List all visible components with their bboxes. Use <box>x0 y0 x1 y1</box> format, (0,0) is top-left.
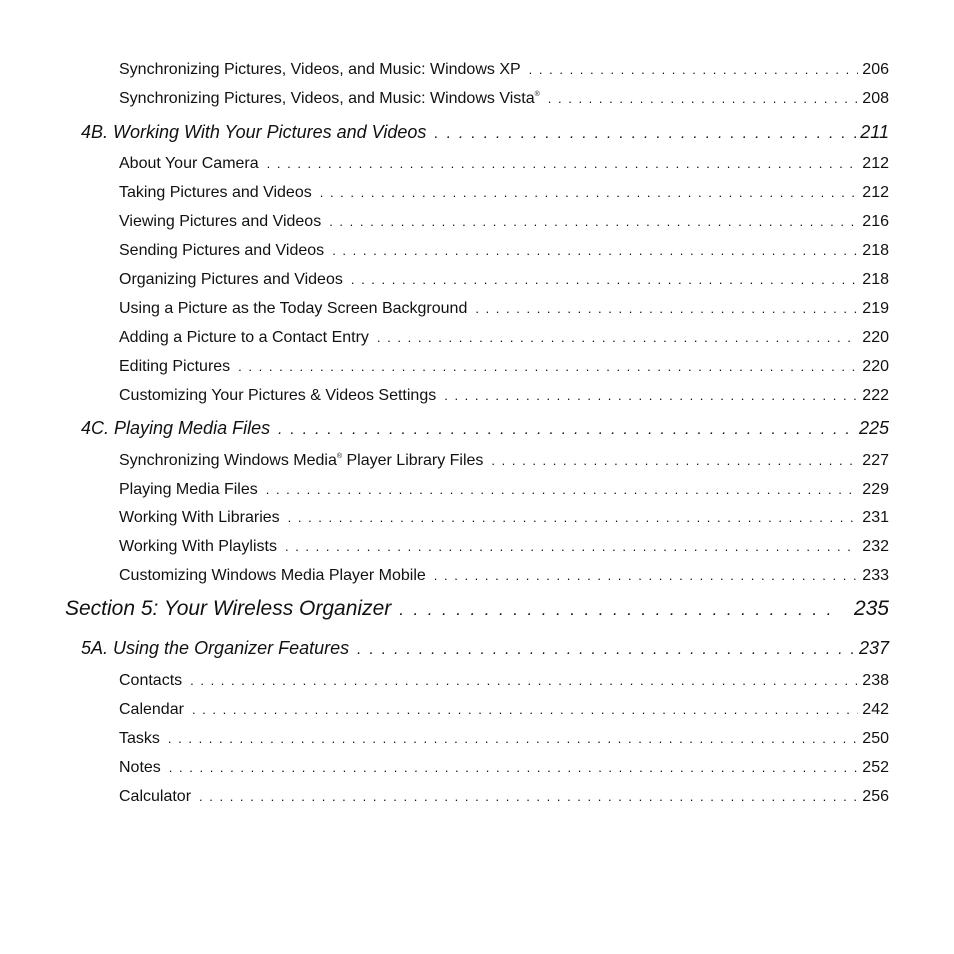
toc-entry-page: 222 <box>862 387 889 404</box>
toc-entry-title: Synchronizing Windows Media® Player Library Files <box>119 452 484 469</box>
dot-leader <box>548 91 859 106</box>
toc-entry[interactable] <box>119 184 889 202</box>
toc-entry-page: 219 <box>862 300 889 317</box>
dot-leader <box>169 760 859 775</box>
toc-entry-title: Using a Picture as the Today Screen Background <box>119 300 468 317</box>
toc-entry-title: Editing Pictures <box>119 358 231 375</box>
dot-leader <box>267 156 859 171</box>
toc-entry-title: Calendar <box>119 701 184 718</box>
toc-entry-title: Contacts <box>119 672 183 689</box>
toc-chapter-title: 4C. Playing Media Files <box>81 418 271 438</box>
toc-entry-title: Taking Pictures and Videos <box>119 184 312 201</box>
toc-entry[interactable] <box>119 329 889 347</box>
toc-entry[interactable] <box>119 567 889 585</box>
dot-leader <box>199 789 858 804</box>
toc-entry[interactable] <box>119 759 889 777</box>
toc-chapter-page: 237 <box>858 638 889 658</box>
toc-entry[interactable] <box>119 452 889 470</box>
toc-entry[interactable] <box>119 538 889 556</box>
toc-entry-page: 216 <box>862 213 889 230</box>
toc-entry-page: 252 <box>862 759 889 776</box>
dot-leader <box>475 301 858 316</box>
toc-entry-page: 212 <box>862 155 889 172</box>
toc-section-title: Section 5: Your Wireless Organizer <box>65 597 392 620</box>
toc-entry[interactable] <box>119 788 889 806</box>
dot-leader <box>434 125 856 142</box>
toc-entry[interactable] <box>119 271 889 289</box>
dot-leader <box>329 214 858 229</box>
toc-entry-page: 232 <box>862 538 889 555</box>
toc-entry-page: 256 <box>862 788 889 805</box>
dot-leader <box>444 388 858 403</box>
dot-leader <box>377 330 858 345</box>
toc-section-entry[interactable] <box>65 597 889 621</box>
toc-entry-page: 229 <box>862 481 889 498</box>
toc-entry-page: 238 <box>862 672 889 689</box>
toc-chapter-entry[interactable] <box>81 122 889 143</box>
toc-entry-title: Playing Media Files <box>119 481 258 498</box>
toc-chapter-entry[interactable] <box>81 418 889 439</box>
toc-chapter-title: 5A. Using the Organizer Features <box>81 638 350 658</box>
toc-entry-title: Notes <box>119 759 161 776</box>
toc-entry[interactable] <box>119 90 889 108</box>
dot-leader <box>285 539 858 554</box>
toc-entry-page: 220 <box>862 358 889 375</box>
toc-entry-page: 218 <box>862 271 889 288</box>
toc-entry[interactable] <box>119 213 889 231</box>
toc-entry[interactable] <box>119 242 889 260</box>
toc-entry-page: 233 <box>862 567 889 584</box>
dot-leader <box>192 702 858 717</box>
dot-leader <box>332 243 858 258</box>
dot-leader <box>168 731 858 746</box>
dot-leader <box>266 482 859 497</box>
dot-leader <box>351 272 858 287</box>
toc-entry-title: Sending Pictures and Videos <box>119 242 325 259</box>
toc-entry-page: 212 <box>862 184 889 201</box>
toc-entry-title: Working With Libraries <box>119 509 280 526</box>
toc-entry-page: 206 <box>862 61 889 78</box>
registered-mark: ® <box>534 91 540 98</box>
toc-entry[interactable] <box>119 155 889 173</box>
dot-leader <box>320 185 859 200</box>
registered-mark: ® <box>336 453 343 460</box>
toc-entry-page: 250 <box>862 730 889 747</box>
toc-entry[interactable] <box>119 358 889 376</box>
toc-entry[interactable] <box>119 509 889 527</box>
toc-entry-title: Viewing Pictures and Videos <box>119 213 322 230</box>
toc-entry-title: Customizing Your Pictures & Videos Settings <box>119 387 437 404</box>
toc-entry-page: 208 <box>862 90 889 107</box>
toc-entry-title: Synchronizing Pictures, Videos, and Music: Windows Vista® <box>119 90 540 107</box>
toc-section-page: 235 <box>853 597 889 620</box>
toc-entry-title: About Your Camera <box>119 155 259 172</box>
toc-entry[interactable] <box>119 387 889 405</box>
toc-entry-title: Working With Playlists <box>119 538 277 555</box>
toc-chapter-page: 225 <box>858 418 889 438</box>
toc-chapter-page: 211 <box>860 122 889 142</box>
toc-entry[interactable] <box>119 730 889 748</box>
toc-chapter-entry[interactable] <box>81 638 889 659</box>
toc-entry-page: 218 <box>862 242 889 259</box>
toc-entry-title: Adding a Picture to a Contact Entry <box>119 329 369 346</box>
dot-leader <box>278 421 855 438</box>
toc-entry-title: Customizing Windows Media Player Mobile <box>119 567 426 584</box>
toc-entry-page: 227 <box>862 452 889 469</box>
toc-entry[interactable] <box>119 672 889 690</box>
toc-entry[interactable] <box>119 701 889 719</box>
dot-leader <box>238 359 858 374</box>
dot-leader <box>399 600 840 620</box>
toc-entry-page: 242 <box>862 701 889 718</box>
toc-entry-title: Organizing Pictures and Videos <box>119 271 343 288</box>
dot-leader <box>491 453 858 468</box>
dot-leader <box>288 510 859 525</box>
toc-entry[interactable] <box>119 481 889 499</box>
dot-leader <box>357 641 855 658</box>
toc-entry[interactable] <box>119 61 889 79</box>
toc-entry-page: 220 <box>862 329 889 346</box>
dot-leader <box>434 568 859 583</box>
toc-chapter-title: 4B. Working With Your Pictures and Videos <box>81 122 427 142</box>
toc-entry-title: Calculator <box>119 788 192 805</box>
toc-entry[interactable] <box>119 300 889 318</box>
dot-leader <box>529 62 859 77</box>
toc-entry-title: Synchronizing Pictures, Videos, and Music: Windows XP <box>119 61 521 78</box>
toc-entry-title: Tasks <box>119 730 160 747</box>
toc-entry-page: 231 <box>862 509 889 526</box>
dot-leader <box>190 673 858 688</box>
